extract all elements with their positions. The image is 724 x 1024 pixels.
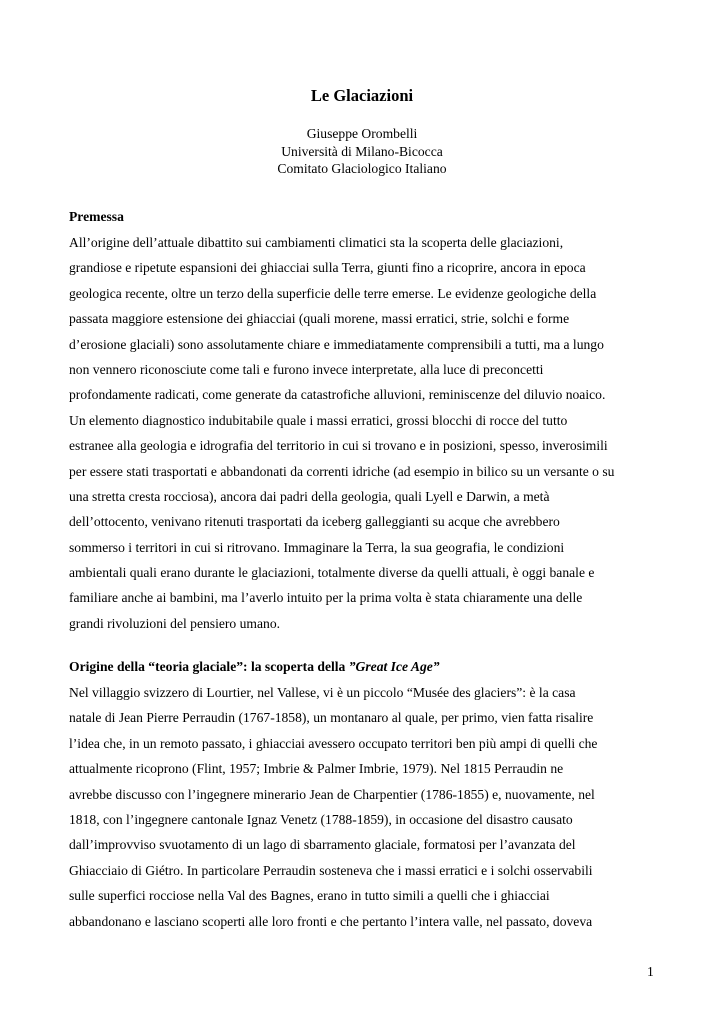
paragraph-line: avrebbe discusso con l’ingegnere minerario Jean de Charpentier (1786-1855) e, nuovamente, nel bbox=[69, 786, 595, 802]
paragraph-premessa bbox=[69, 230, 614, 636]
paragraph-line: grandiose e ripetute espansioni dei ghiacciai sulla Terra, giunti fino a ricoprire, ancora in epoca bbox=[69, 260, 586, 276]
paragraph-line: una stretta cresta rocciosa), ancora dai padri della geologia, quali Lyell e Darwin, a metà bbox=[69, 488, 550, 504]
paragraph-line: Nel villaggio svizzero di Lourtier, nel Vallese, vi è un piccolo “Musée des glaciers”: è la casa bbox=[69, 685, 576, 700]
paragraph-line: Ghiacciaio di Giétro. In particolare Perraudin sosteneva che i massi erratici e i solchi osservabili bbox=[69, 862, 593, 878]
author-affiliation-university: Università di Milano-Bicocca bbox=[281, 143, 443, 159]
paragraph-line: natale di Jean Pierre Perraudin (1767-1858), un montanaro al quale, per primo, vien fatta risalire bbox=[69, 710, 594, 726]
page-number: 1 bbox=[647, 964, 654, 979]
paragraph-line: grandi rivoluzioni del pensiero umano. bbox=[69, 615, 281, 631]
paragraph-line: passata maggiore estensione dei ghiacciai (quali morene, massi erratici, strie, solchi e forme bbox=[69, 311, 570, 327]
paragraph-line: l’idea che, in un remoto passato, i ghiacciai avessero occupato territori ben più ampi di quelli che bbox=[69, 735, 598, 751]
paragraph-line: d’erosione glaciali) sono assolutamente chiare e immediatamente comprensibili a tutti, ma a lungo bbox=[69, 336, 604, 352]
paragraph-line: familiare anche ai bambini, ma l’averlo intuito per la prima volta è stata chiaramente una delle bbox=[69, 590, 583, 606]
section-heading-text: Origine della “teoria glaciale”: la scoperta della bbox=[69, 659, 349, 674]
paragraph-line: ambientali quali erano durante le glaciazioni, totalmente diverse da quelli attuali, è oggi banale e bbox=[69, 565, 595, 581]
paragraph-line: non vennero riconosciute come tali e furono invece interpretate, alla luce di preconcetti bbox=[69, 361, 544, 377]
paragraph-line: geologica recente, oltre un terzo della superficie delle terre emerse. Le evidenze geologiche della bbox=[69, 285, 597, 301]
section-heading-origine bbox=[69, 659, 440, 675]
paragraph-origine bbox=[69, 680, 597, 934]
author-block bbox=[0, 125, 724, 178]
paragraph-line: estranee alla geologia e idrografia del territorio in cui si trovano e in posizioni, spesso, inverosimili bbox=[69, 438, 608, 454]
paragraph-line: sommerso i territori in cui si ritrovano. Immaginare la Terra, la sua geografia, le condizioni bbox=[69, 539, 565, 555]
paragraph-line: All’origine dell’attuale dibattito sui cambiamenti climatici sta la scoperta delle glaciazioni, bbox=[69, 235, 564, 250]
paragraph-line: profondamente radicati, come generate da catastrofiche alluvioni, reminiscenze del diluvio noaico. bbox=[69, 387, 606, 403]
section-heading-italic: ”Great Ice Age” bbox=[348, 659, 440, 674]
document-title: Le Glaciazioni bbox=[310, 86, 414, 105]
author-name: Giuseppe Orombelli bbox=[306, 126, 418, 141]
paragraph-line: attualmente ricoprono (Flint, 1957; Imbrie & Palmer Imbrie, 1979). Nel 1815 Perraudin ne bbox=[69, 761, 564, 777]
paragraph-line: 1818, con l’ingegnere cantonale Ignaz Venetz (1788-1859), in occasione del disastro causato bbox=[69, 811, 573, 827]
paragraph-line: sulle superfici rocciose nella Val des Bagnes, erano in tutto simili a quelli che i ghiacciai bbox=[69, 888, 550, 904]
paragraph-line: per essere stati trasportati e abbandonati da correnti idriche (ad esempio in bilico su un versante o su bbox=[69, 463, 615, 479]
paragraph-line: dall’improvviso svuotamento di un lago di sbarramento glaciale, formatosi per l’avanzata del bbox=[69, 837, 576, 853]
author-affiliation-committee: Comitato Glaciologico Italiano bbox=[277, 161, 447, 176]
paragraph-line: dell’ottocento, venivano ritenuti trasportati da iceberg galleggianti su acque che avrebbero bbox=[69, 514, 560, 530]
paragraph-line: abbandonano e lasciano scoperti alle loro fronti e che pertanto l’intera valle, nel passato, doveva bbox=[69, 913, 593, 929]
section-heading-premessa: Premessa bbox=[69, 209, 124, 224]
paragraph-line: Un elemento diagnostico indubitabile quale i massi erratici, grossi blocchi di rocce del tutto bbox=[69, 412, 568, 428]
